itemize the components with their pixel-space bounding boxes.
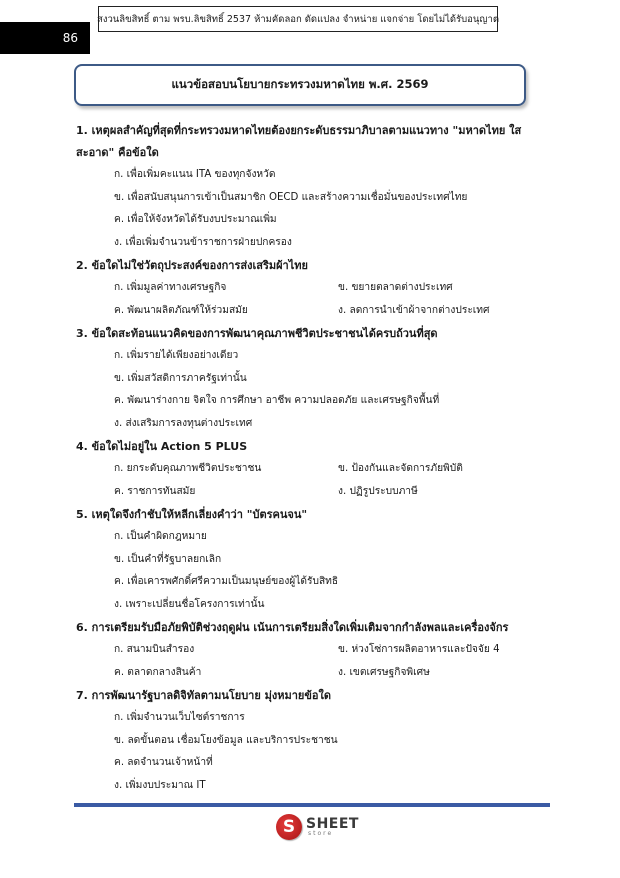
- option-grid: [76, 277, 554, 322]
- option-b: ข. ลดขั้นตอน เชื่อมโยงข้อมูล และบริการประชาชน: [114, 734, 338, 746]
- option-grid: [76, 639, 554, 684]
- logo-main-text: SHEET: [306, 816, 359, 832]
- question-text: 5. เหตุใดจึงกำชับให้หลีกเลี่ยงคำว่า "บัตรคนจน": [76, 508, 308, 521]
- option-d: ง. เพื่อเพิ่มจำนวนข้าราชการฝ่ายปกครอง: [114, 236, 292, 248]
- question-text: 4. ข้อใดไม่อยู่ใน Action 5 PLUS: [76, 440, 248, 453]
- logo-wordmark: [306, 817, 359, 837]
- option-d: ง. ส่งเสริมการลงทุนต่างประเทศ: [114, 417, 253, 429]
- option-c: ค. พัฒนาผลิตภัณฑ์ให้ร่วมสมัย: [114, 304, 248, 316]
- question-text: 1. เหตุผลสำคัญที่สุดที่กระทรวงมหาดไทยต้องยกระดับธรรมาภิบาลตามแนวทาง "มหาดไทย ใส สะอาด" คือข้อใด: [76, 124, 522, 159]
- option-a: ก. ยกระดับคุณภาพชีวิตประชาชน: [114, 463, 262, 474]
- option-c: ค. พัฒนาร่างกาย จิตใจ การศึกษา อาชีพ ความปลอดภัย และเศรษฐกิจพื้นที่: [114, 395, 440, 406]
- option-a: ก. เพิ่มจำนวนเว็บไซต์ราชการ: [114, 712, 245, 723]
- question-3: [76, 322, 554, 435]
- logo-sub-text: store: [308, 830, 334, 837]
- option-b: ข. ห่วงโซ่การผลิตอาหารและปัจจัย 4: [338, 644, 500, 655]
- sheet-store-logo: [276, 814, 359, 840]
- question-5: [76, 503, 554, 616]
- question-text: 3. ข้อใดสะท้อนแนวคิดของการพัฒนาคุณภาพชีวิตประชาชนได้ครบถ้วนที่สุด: [76, 327, 438, 340]
- option-a: ก. เพิ่มรายได้เพียงอย่างเดียว: [114, 350, 239, 361]
- copyright-notice: สงวนลิขสิทธิ์ ตาม พรบ.ลิขสิทธิ์ 2537 ห้ามคัดลอก ดัดแปลง จำหน่าย แจกจ่าย โดยไม่ได้รับอนุญาต: [98, 6, 498, 32]
- page-number: 86: [0, 22, 90, 54]
- option-d: ง. เพราะเปลี่ยนชื่อโครงการเท่านั้น: [114, 598, 265, 610]
- option-b: ข. เพื่อสนับสนุนการเข้าเป็นสมาชิก OECD และสร้างความเชื่อมั่นของประเทศไทย: [114, 191, 468, 203]
- question-4: [76, 435, 554, 503]
- option-c: ค. ลดจำนวนเจ้าหน้าที่: [114, 757, 213, 768]
- question-6: [76, 616, 554, 684]
- question-text: 2. ข้อใดไม่ใช่วัตถุประสงค์ของการส่งเสริมผ้าไทย: [76, 259, 308, 272]
- option-c: ค. เพื่อเคารพศักดิ์ศรีความเป็นมนุษย์ของผู้ได้รับสิทธิ: [114, 576, 339, 587]
- question-list: [76, 120, 554, 797]
- question-1: [76, 120, 554, 254]
- option-d: ง. เพิ่มงบประมาณ IT: [114, 779, 206, 791]
- question-text: 7. การพัฒนารัฐบาลดิจิทัลตามนโยบาย มุ่งหมายข้อใด: [76, 689, 332, 702]
- logo-s-icon: S: [276, 814, 302, 840]
- question-7: [76, 684, 554, 797]
- option-a: ก. เพิ่มมูลค่าทางเศรษฐกิจ: [114, 282, 227, 293]
- option-d: ง. ลดการนำเข้าผ้าจากต่างประเทศ: [338, 304, 490, 316]
- option-b: ข. เป็นคำที่รัฐบาลยกเลิก: [114, 553, 222, 565]
- option-a: ก. สนามบินสำรอง: [114, 644, 195, 655]
- option-grid: [76, 458, 554, 503]
- option-d: ง. เขตเศรษฐกิจพิเศษ: [338, 666, 430, 678]
- question-text: 6. การเตรียมรับมือภัยพิบัติช่วงฤดูฝน เน้นการเตรียมสิ่งใดเพิ่มเติมจากกำลังพลและเครื่องจักร: [76, 621, 509, 634]
- option-a: ก. เพื่อเพิ่มคะแนน ITA ของทุกจังหวัด: [114, 169, 276, 180]
- page-title: แนวข้อสอบนโยบายกระทรวงมหาดไทย พ.ศ. 2569: [74, 64, 526, 106]
- option-a: ก. เป็นคำผิดกฎหมาย: [114, 531, 207, 542]
- option-c: ค. ราชการทันสมัย: [114, 485, 196, 497]
- question-2: [76, 254, 554, 322]
- option-c: ค. เพื่อให้จังหวัดได้รับงบประมาณเพิ่ม: [114, 214, 277, 225]
- option-c: ค. ตลาดกลางสินค้า: [114, 666, 202, 678]
- option-b: ข. เพิ่มสวัสดิการภาครัฐเท่านั้น: [114, 372, 247, 384]
- option-b: ข. ป้องกันและจัดการภัยพิบัติ: [338, 463, 463, 474]
- option-d: ง. ปฏิรูประบบภาษี: [338, 485, 418, 497]
- footer-divider: [74, 803, 550, 807]
- option-b: ข. ขยายตลาดต่างประเทศ: [338, 282, 453, 293]
